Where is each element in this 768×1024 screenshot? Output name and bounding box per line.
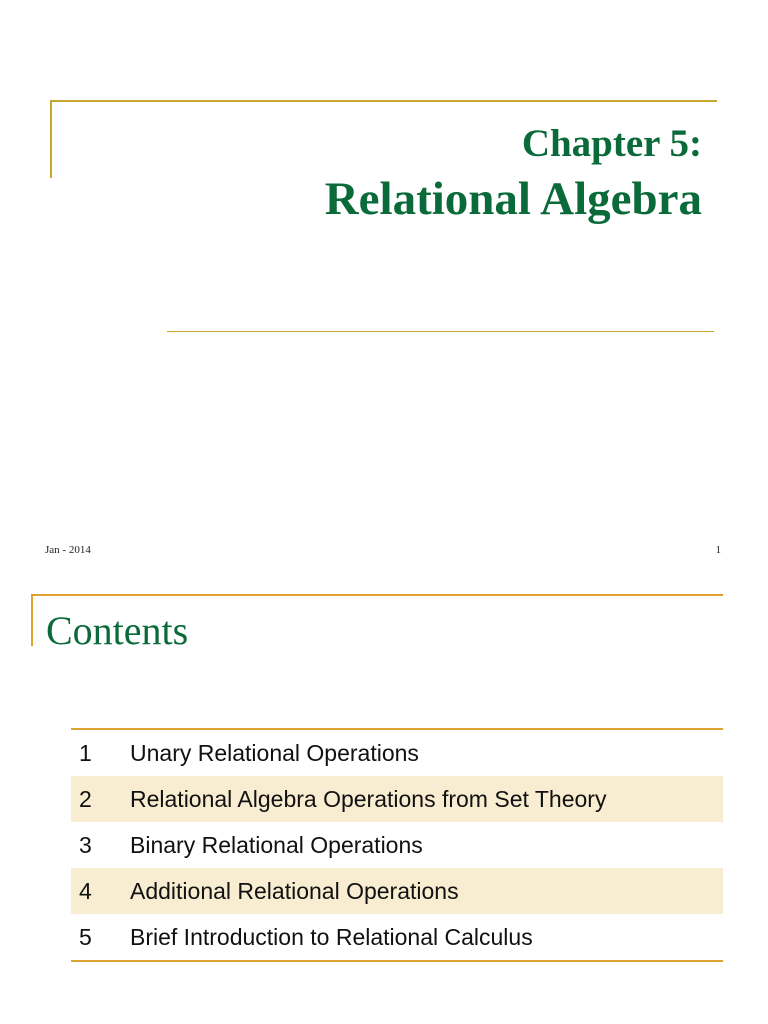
- top-rule: [32, 594, 723, 596]
- table-row: [71, 914, 723, 960]
- row-label: Unary Relational Operations: [130, 739, 419, 766]
- table-row: [71, 776, 723, 822]
- row-number: 1: [79, 739, 92, 766]
- top-rule: [51, 100, 717, 102]
- row-number: 2: [79, 785, 92, 812]
- chapter-title: Relational Algebra: [324, 173, 702, 225]
- left-rule: [50, 100, 52, 178]
- page-number: 1: [715, 544, 721, 556]
- left-rule: [31, 594, 33, 646]
- row-number: 5: [79, 923, 92, 950]
- contents-slide: [0, 576, 768, 1024]
- footer-date: Jan - 2014: [45, 544, 91, 556]
- table-row: [71, 822, 723, 868]
- row-label: Brief Introduction to Relational Calculus: [130, 923, 533, 950]
- row-label: Additional Relational Operations: [130, 877, 459, 904]
- row-number: 4: [79, 877, 92, 904]
- row-label: Binary Relational Operations: [130, 831, 423, 858]
- title-underline-rule: [167, 331, 714, 332]
- row-number: 3: [79, 831, 92, 858]
- contents-title: Contents: [46, 608, 189, 653]
- chapter-label: Chapter 5:: [521, 122, 702, 165]
- contents-table: [71, 728, 723, 962]
- table-row: [71, 730, 723, 776]
- row-label: Relational Algebra Operations from Set Theory: [130, 785, 607, 812]
- table-row: [71, 868, 723, 914]
